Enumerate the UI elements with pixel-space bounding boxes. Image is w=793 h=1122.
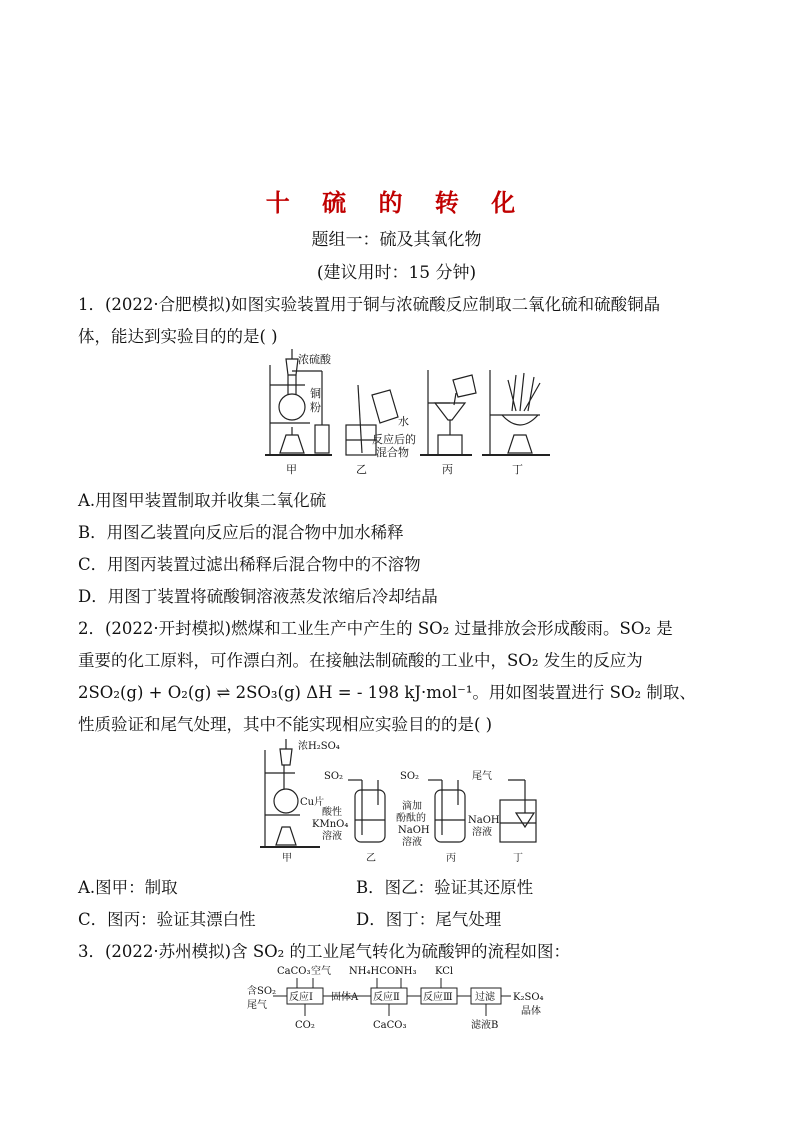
q1-apparatus-figure xyxy=(250,345,560,480)
label-yi: 乙 xyxy=(366,853,376,864)
label-bing-3: NaOH xyxy=(398,825,430,836)
q1-stem-line1: 1．(2022·合肥模拟)如图实验装置用于铜与浓硫酸反应制取二氧化硫和硫酸铜晶 xyxy=(78,295,661,314)
q1-option-b: B．用图乙装置向反应后的混合物中加水稀释 xyxy=(78,523,404,542)
label-tail-gas: 尾气 xyxy=(472,771,492,782)
label-ding: 丁 xyxy=(512,463,523,476)
label-input-2: 尾气 xyxy=(247,1000,267,1011)
label-copper-1: 铜 xyxy=(310,387,321,400)
label-caco3-in: CaCO₃ xyxy=(277,966,311,977)
q3-flow-diagram xyxy=(245,962,555,1034)
q2-stem-line2: 重要的化工原料，可作漂白剂。在接触法制硫酸的工业中，SO₂ 发生的反应为 xyxy=(78,651,643,670)
label-conc-h2so4: 浓H₂SO₄ xyxy=(298,741,340,752)
label-bing: 丙 xyxy=(442,463,453,476)
label-bing-2: 酚酞的 xyxy=(396,813,426,824)
q1-option-c: C．用图丙装置过滤出稀释后混合物中的不溶物 xyxy=(78,555,421,574)
q1-stem-line2: 体，能达到实验目的的是( ) xyxy=(78,327,278,346)
q1-option-a: A.用图甲装置制取并收集二氧化硫 xyxy=(78,491,327,510)
q1-option-d: D．用图丁装置将硫酸铜溶液蒸发浓缩后冷却结晶 xyxy=(78,587,438,606)
q2-stem-line3: 2SO₂(g) + O₂(g) ⇌ 2SO₃(g) ΔH = - 198 kJ·mol⁻¹。用如图装置进行 SO₂ 制取、 xyxy=(78,683,696,702)
label-ding-1: NaOH xyxy=(468,815,500,826)
label-bing-1: 滴加 xyxy=(402,801,422,812)
label-reaction-2: 反应Ⅱ xyxy=(373,992,400,1003)
label-yi-1: 酸性 xyxy=(322,807,342,818)
label-conc-acid: 浓硫酸 xyxy=(298,353,331,366)
label-yi-3: 溶液 xyxy=(322,831,342,842)
q2-apparatus-figure xyxy=(250,735,550,867)
q2-stem-line4: 性质验证和尾气处理，其中不能实现相应实验目的的是( ) xyxy=(78,715,493,734)
label-co2: CO₂ xyxy=(295,1020,315,1031)
label-bing-4: 溶液 xyxy=(402,837,422,848)
label-reaction-3: 反应Ⅲ xyxy=(423,992,453,1003)
label-filter: 过滤 xyxy=(475,992,495,1003)
q2-option-c: C．图丙：验证其漂白性 xyxy=(78,910,256,929)
q3-stem-line1: 3．(2022·苏州模拟)含 SO₂ 的工业尾气转化为硫酸钾的流程如图： xyxy=(78,942,571,961)
label-cu-plate: Cu片 xyxy=(300,797,325,808)
label-solid-a: 固体A xyxy=(331,992,359,1003)
label-jia: 甲 xyxy=(286,463,297,476)
q2-option-b: B．图乙：验证其还原性 xyxy=(356,878,534,897)
label-nh4hco3: NH₄HCO₃ xyxy=(349,966,400,977)
label-jia: 甲 xyxy=(282,853,292,864)
label-so2-yi: SO₂ xyxy=(324,771,344,782)
section-subtitle: 题组一：硫及其氧化物 xyxy=(311,230,482,250)
label-water: 水 xyxy=(398,415,409,428)
label-filtrate-b: 滤液B xyxy=(471,1020,499,1031)
label-ding: 丁 xyxy=(513,853,523,864)
label-copper-2: 粉 xyxy=(310,401,321,414)
label-reaction-1: 反应Ⅰ xyxy=(289,992,313,1003)
label-k2so4: K₂SO₄ xyxy=(513,992,544,1003)
q2-stem-line1: 2．(2022·开封模拟)燃煤和工业生产中产生的 SO₂ 过量排放会形成酸雨。SO₂ 是 xyxy=(78,619,673,638)
label-yi: 乙 xyxy=(356,463,367,476)
label-yi-2: KMnO₄ xyxy=(312,819,349,830)
suggested-time: (建议用时：15 分钟) xyxy=(316,263,477,283)
label-ding-2: 溶液 xyxy=(472,827,492,838)
label-so2-bing: SO₂ xyxy=(400,771,420,782)
q2-option-d: D．图丁：尾气处理 xyxy=(356,910,502,929)
label-mixture-2: 混合物 xyxy=(376,446,409,459)
label-input-1: 含SO₂ xyxy=(247,986,277,997)
page-title: 十 硫 的 转 化 xyxy=(265,189,528,217)
label-mixture-1: 反应后的 xyxy=(372,433,416,446)
label-crystal: 晶体 xyxy=(521,1006,541,1017)
label-kcl: KCl xyxy=(435,966,454,977)
label-nh3: NH₃ xyxy=(395,966,417,977)
label-air: 空气 xyxy=(311,966,331,977)
q2-option-a: A.图甲：制取 xyxy=(78,878,178,897)
label-bing: 丙 xyxy=(446,853,456,864)
label-caco3-out: CaCO₃ xyxy=(373,1020,407,1031)
